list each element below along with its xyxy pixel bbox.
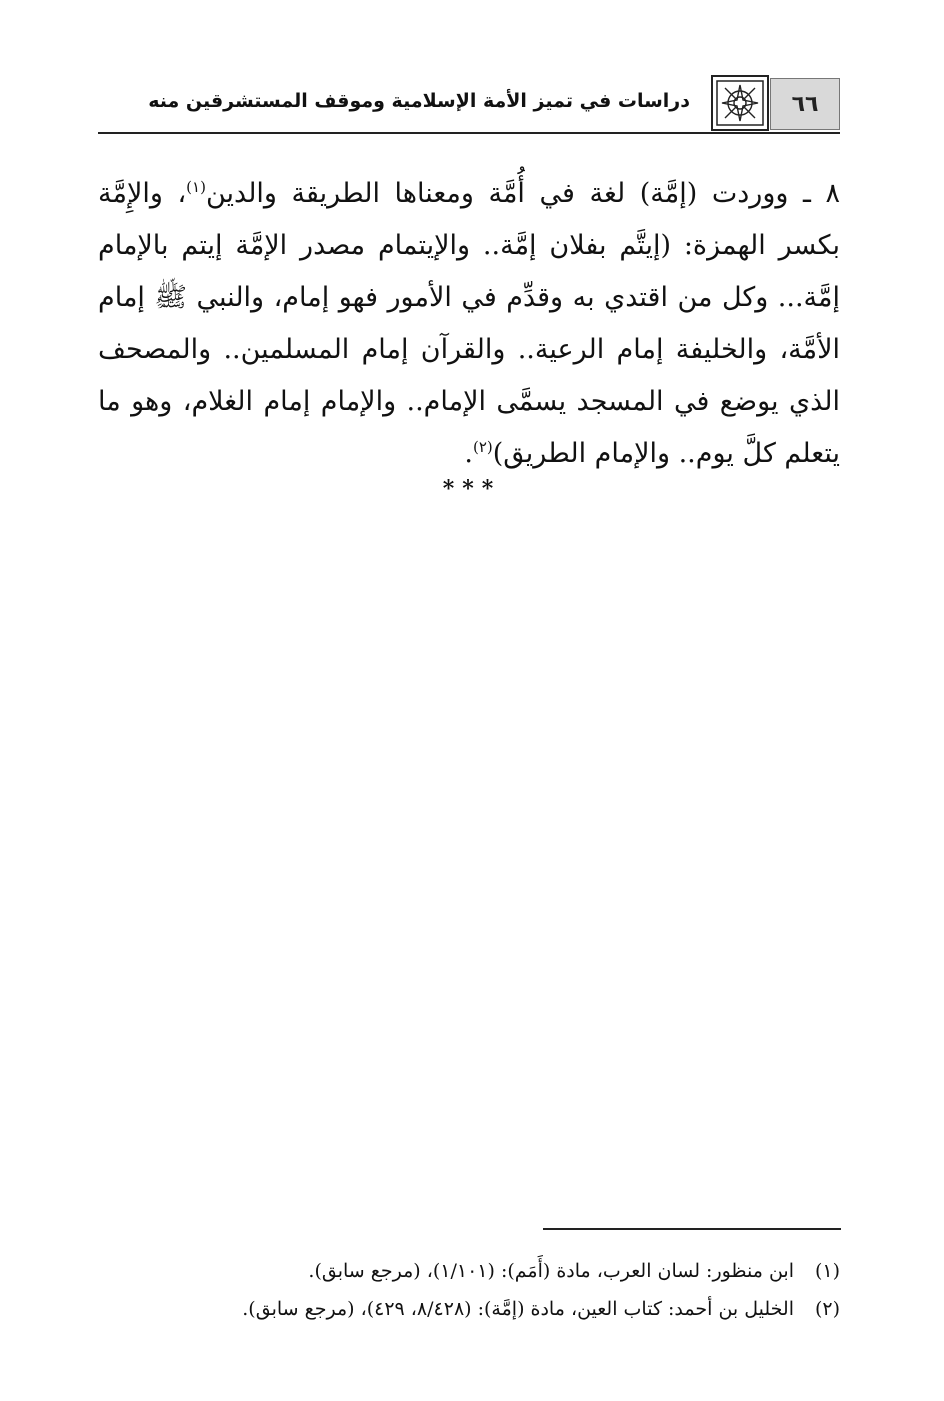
- footnote-item: [98, 1290, 840, 1328]
- footnotes: [98, 1252, 840, 1328]
- ornament-icon: [710, 74, 770, 132]
- page-header: [98, 68, 840, 134]
- footnote-reference-2: (٢): [472, 438, 493, 456]
- header-rule: [98, 132, 840, 134]
- main-text: [98, 168, 840, 480]
- footnote-text: الخليل بن أحمد: كتاب العين، مادة (إمَّة): (٨/٤٢٨، ٤٢٩)، (مرجع سابق).: [242, 1298, 794, 1320]
- footnote-reference-1: (١): [186, 178, 206, 196]
- page-number: ٦٦: [770, 78, 840, 130]
- section-separator: ***: [442, 476, 502, 502]
- main-paragraph: [98, 168, 840, 480]
- footnote-rule: [543, 1228, 841, 1230]
- paragraph-end: .: [464, 438, 473, 469]
- footnote-text: ابن منظور: لسان العرب، مادة (أَمَم): (١/١٠١)، (مرجع سابق).: [308, 1260, 794, 1282]
- running-title: دراسات في تميز الأمة الإسلامية وموقف المستشرقين منه: [148, 90, 690, 112]
- footnote-item: [98, 1252, 840, 1290]
- paragraph-body: ، والإِمَّة بكسر الهمزة: (إيتَّم بفلان إمَّة.. والإيتمام مصدر الإمَّة إيتم بالإمام إمَّة... وكل من اقتدي به وقدِّم في الأمور فهو إمام، والنبي ﷺ إمام الأمَّة، والخليفة إمام الرعية.. والقرآن إمام المسلمين.. والمصحف الذي يوضع في المسجد يسمَّى الإمام.. والإمام إمام الغلام، وهو ما يتعلم كلَّ يوم.. والإمام الطريق): [98, 178, 840, 469]
- paragraph-start: ٨ ـ ووردت (إمَّة) لغة في أُمَّة ومعناها الطريقة والدين: [205, 178, 840, 209]
- footnote-number: (١): [814, 1260, 840, 1282]
- footnote-number: (٢): [814, 1298, 840, 1320]
